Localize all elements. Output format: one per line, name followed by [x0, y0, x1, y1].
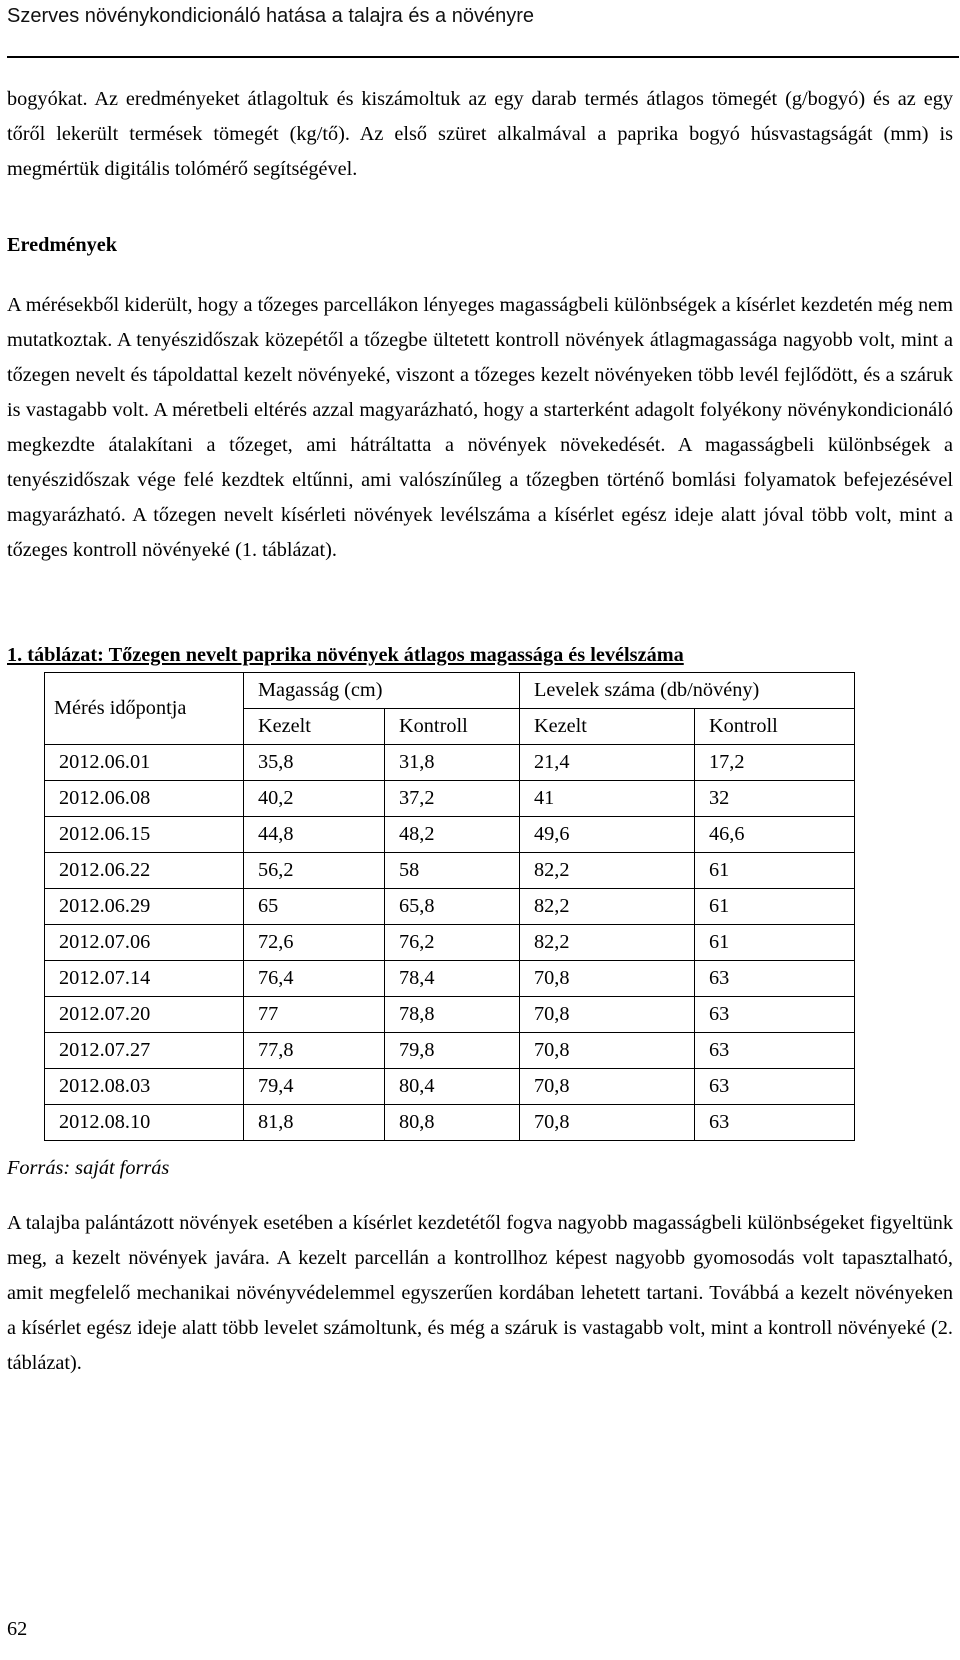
cell-date: 2012.07.14	[45, 961, 244, 997]
cell-leaves-control: 63	[695, 997, 855, 1033]
cell-leaves-treated: 49,6	[520, 817, 695, 853]
cell-height-control: 76,2	[385, 925, 520, 961]
intro-paragraph: bogyókat. Az eredményeket átlagoltuk és kiszámoltuk az egy darab termés átlagos tömegét (g/bogyó) és az egy tőről lekerült termések tömegét (kg/tő). Az első szüret alkalmával a paprika bogyó húsvastagságát (mm) is megmértük digitális tolómérő segítségével.	[7, 88, 953, 180]
table-row	[45, 961, 855, 997]
column-group-leaves: Levelek száma (db/növény)	[520, 673, 855, 709]
cell-height-treated: 65	[244, 889, 385, 925]
running-header	[7, 0, 959, 58]
cell-date: 2012.07.27	[45, 1033, 244, 1069]
cell-height-treated: 72,6	[244, 925, 385, 961]
cell-height-treated: 81,8	[244, 1105, 385, 1141]
table-row	[45, 1105, 855, 1141]
table-source-note: Forrás: saját forrás	[7, 1157, 170, 1179]
cell-leaves-control: 63	[695, 1105, 855, 1141]
cell-height-treated: 35,8	[244, 745, 385, 781]
table-row	[45, 745, 855, 781]
cell-leaves-control: 63	[695, 1069, 855, 1105]
cell-leaves-control: 63	[695, 1033, 855, 1069]
cell-height-control: 78,8	[385, 997, 520, 1033]
cell-leaves-treated: 41	[520, 781, 695, 817]
cell-height-treated: 77,8	[244, 1033, 385, 1069]
section-heading: Eredmények	[7, 234, 118, 256]
table-row	[45, 817, 855, 853]
cell-date: 2012.08.10	[45, 1105, 244, 1141]
table-row	[45, 997, 855, 1033]
cell-leaves-treated: 21,4	[520, 745, 695, 781]
column-header-height-treated: Kezelt	[244, 709, 385, 745]
table-row	[45, 853, 855, 889]
cell-height-control: 78,4	[385, 961, 520, 997]
cell-leaves-control: 17,2	[695, 745, 855, 781]
page-number: 62	[7, 1618, 28, 1640]
results-paragraph: A mérésekből kiderült, hogy a tőzeges parcellákon lényeges magasságbeli különbségek a kísérlet kezdetén még nem mutatkoztak. A tenyészidőszak közepétől a tőzegbe ültetett kontroll növények átlagmagassága nagyobb volt, mint a tőzegen nevelt és tápoldattal kezelt növényeké, viszont a tőzeges kezelt növényeken több levél fejlődött, és a száruk is vastagabb volt. A méretbeli eltérés azzal magyarázható, hogy a starterként adagolt folyékony növénykondicionáló megkezdte átalakítani a tőzeget, ami hátráltatta a növények növekedését. A magasságbeli különbségek a tenyészidőszak vége felé kezdtek eltűnni, ami valószínűleg a tőzegben történő bomlási folyamatok befejezésével magyarázható. A tőzegen nevelt kísérleti növények levélszáma a kísérlet egész ideje alatt jóval több volt, mint a tőzeges kontroll növényeké (1. táblázat).	[7, 294, 953, 561]
cell-height-control: 37,2	[385, 781, 520, 817]
cell-height-control: 58	[385, 853, 520, 889]
cell-leaves-control: 61	[695, 925, 855, 961]
cell-height-treated: 44,8	[244, 817, 385, 853]
cell-date: 2012.06.08	[45, 781, 244, 817]
cell-height-treated: 40,2	[244, 781, 385, 817]
results-table	[44, 672, 855, 1141]
cell-date: 2012.06.15	[45, 817, 244, 853]
cell-height-control: 31,8	[385, 745, 520, 781]
column-header-leaves-control: Kontroll	[695, 709, 855, 745]
table-row	[45, 1069, 855, 1105]
table-row	[45, 925, 855, 961]
cell-leaves-treated: 70,8	[520, 1069, 695, 1105]
cell-date: 2012.06.01	[45, 745, 244, 781]
closing-paragraph: A talajba palántázott növények esetében a kísérlet kezdetétől fogva nagyobb magasságbeli különbségeket figyeltünk meg, a kezelt növények javára. A kezelt parcellán a kontrollhoz képest nagyobb gyomosodás volt tapasztalható, amit megfelelő mechanikai növényvédelemmel egyszerűen kordában lehetett tartani. Továbbá a kezelt növényeken a kísérlet egész ideje alatt több levelet számoltunk, és még a száruk is vastagabb volt, mint a kontroll növényeké (2. táblázat).	[7, 1212, 953, 1374]
cell-date: 2012.06.29	[45, 889, 244, 925]
cell-height-treated: 56,2	[244, 853, 385, 889]
cell-leaves-treated: 70,8	[520, 1033, 695, 1069]
cell-height-treated: 79,4	[244, 1069, 385, 1105]
running-title: Szerves növénykondicionáló hatása a talajra és a növényre	[7, 5, 534, 27]
table-caption: 1. táblázat: Tőzegen nevelt paprika növények átlagos magassága és levélszáma	[7, 644, 684, 666]
cell-height-control: 80,4	[385, 1069, 520, 1105]
cell-leaves-control: 46,6	[695, 817, 855, 853]
cell-leaves-treated: 70,8	[520, 997, 695, 1033]
table-row	[45, 781, 855, 817]
cell-height-treated: 76,4	[244, 961, 385, 997]
cell-height-control: 48,2	[385, 817, 520, 853]
cell-leaves-control: 61	[695, 853, 855, 889]
cell-leaves-treated: 82,2	[520, 889, 695, 925]
column-header-height-control: Kontroll	[385, 709, 520, 745]
table-row	[45, 889, 855, 925]
cell-date: 2012.08.03	[45, 1069, 244, 1105]
cell-leaves-control: 63	[695, 961, 855, 997]
cell-leaves-treated: 82,2	[520, 853, 695, 889]
cell-leaves-control: 61	[695, 889, 855, 925]
column-header-leaves-treated: Kezelt	[520, 709, 695, 745]
cell-date: 2012.07.06	[45, 925, 244, 961]
column-header-date: Mérés időpontja	[45, 673, 244, 745]
column-group-height: Magasság (cm)	[244, 673, 520, 709]
cell-height-control: 80,8	[385, 1105, 520, 1141]
cell-leaves-treated: 82,2	[520, 925, 695, 961]
cell-date: 2012.06.22	[45, 853, 244, 889]
table-row	[45, 1033, 855, 1069]
cell-height-treated: 77	[244, 997, 385, 1033]
cell-date: 2012.07.20	[45, 997, 244, 1033]
cell-leaves-treated: 70,8	[520, 961, 695, 997]
table-header-row	[45, 673, 855, 709]
cell-leaves-treated: 70,8	[520, 1105, 695, 1141]
cell-height-control: 65,8	[385, 889, 520, 925]
cell-leaves-control: 32	[695, 781, 855, 817]
cell-height-control: 79,8	[385, 1033, 520, 1069]
